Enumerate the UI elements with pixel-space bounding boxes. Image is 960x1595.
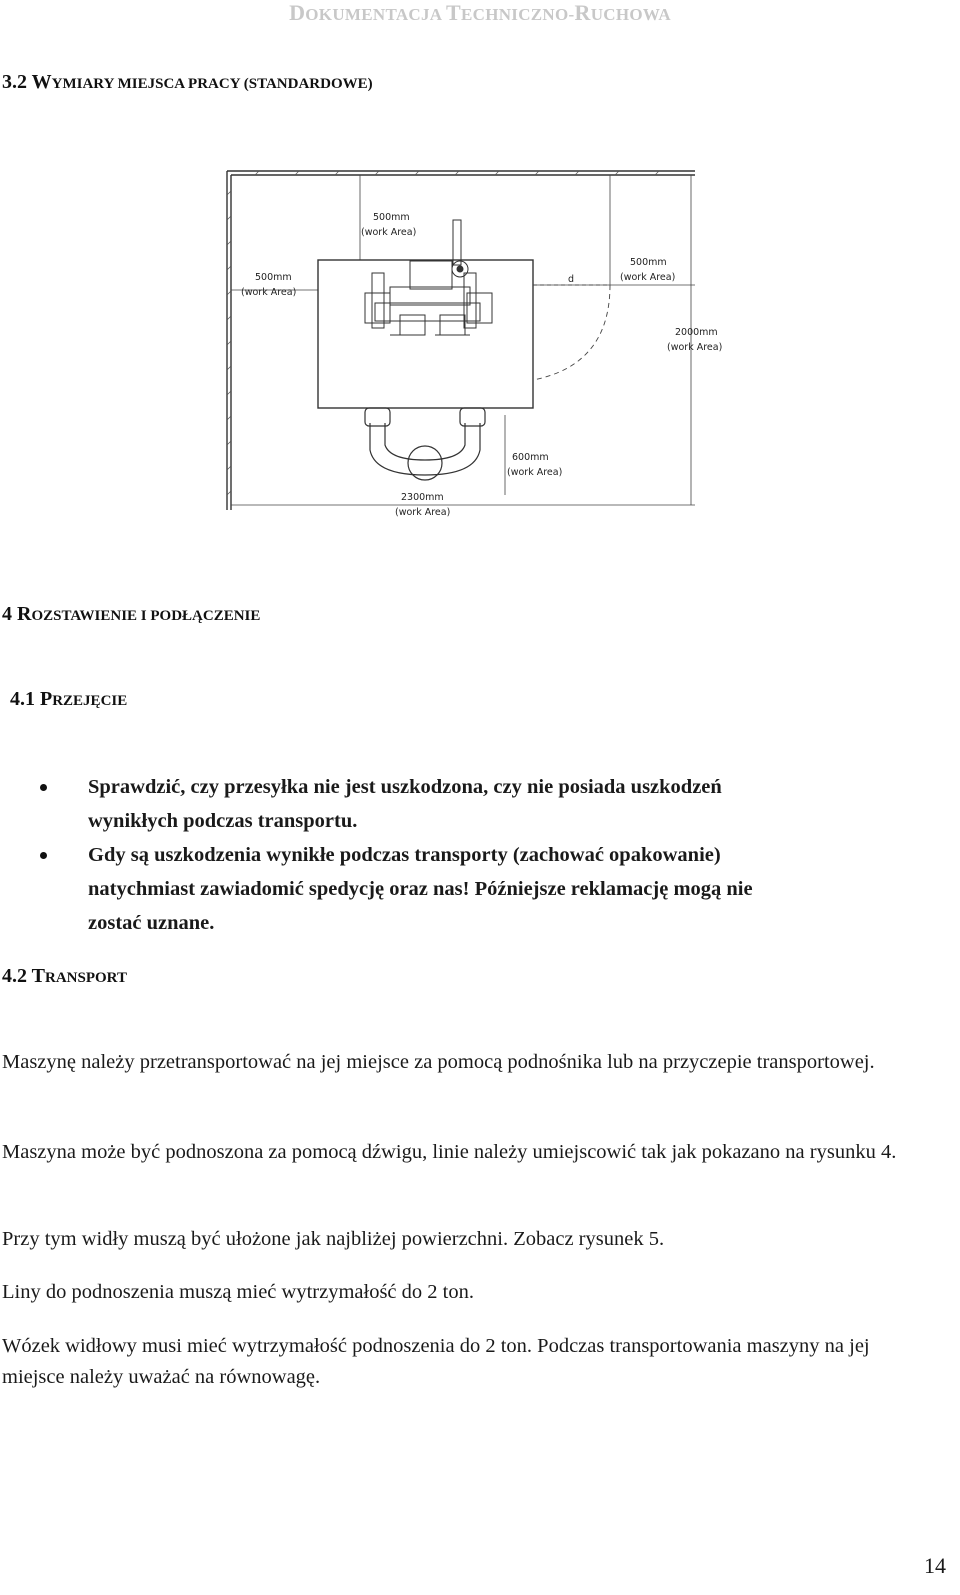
dimension-labels [241,212,722,518]
transport-paragraph-3: Przy tym widły muszą być ułożone jak najbliżej powierzchni. Zobacz rysunek 5. [2,1227,665,1250]
transport-paragraph-2: Maszyna może być podnoszona za pomocą dźwigu, linie należy umiejscowić tak jak pokazano na rysunku 4. [2,1140,897,1163]
height-dimension-note: (work Area) [667,342,723,353]
reception-checklist [0,770,940,940]
left-dimension-value: 500mm [255,272,292,283]
operator-figure [365,408,485,480]
transport-paragraph-4: Liny do podnoszenia muszą mieć wytrzymałość do 2 ton. [2,1280,474,1303]
door-swing [533,285,610,380]
front-dimension-value: 600mm [512,452,549,463]
transport-paragraph-1: Maszynę należy przetransportować na jej miejsce za pomocą podnośnika lub na przyczepie transportowej. [2,1050,875,1073]
document-header [0,0,960,26]
header-part-3: RUCHOWA [574,0,671,25]
list-item: Gdy są uszkodzenia wynikłe podczas transporty (zachować opakowanie) natychmiast zawiadomić spedycję oraz nas! Późniejsze reklamację mogą nie zostać uznane. [0,838,940,940]
section-heading-3-2: 3.2 WYMIARY MIEJSCA PRACY (STANDARDOWE) [2,71,373,93]
wall-hatching [227,171,659,495]
bullet-icon [40,784,47,791]
header-part-1: DOKUMENTACJA [289,0,446,25]
header-part-2: TECHNICZNO- [446,0,575,25]
section-heading-4: 4 ROZSTAWIENIE I PODŁĄCZENIE [2,603,261,625]
top-dimension-note: (work Area) [361,227,417,238]
transport-paragraph-5: Wózek widłowy musi mieć wytrzymałość podnoszenia do 2 ton. Podczas transportowania maszyny na jej miejsce należy uważać na równowagę. [2,1334,870,1388]
dimension-lines [231,175,695,505]
width-dimension-value: 2300mm [401,492,444,503]
height-dimension-value: 2000mm [675,327,718,338]
top-dimension-value: 500mm [373,212,410,223]
door-label: d [568,274,575,285]
bullet-icon [40,852,47,859]
left-dimension-note: (work Area) [241,287,297,298]
page-number: 14 [924,1553,946,1578]
list-item: Sprawdzić, czy przesyłka nie jest uszkodzona, czy nie posiada uszkodzeń wynikłych podczas transportu. [0,770,940,838]
front-dimension-note: (work Area) [507,467,563,478]
section-heading-4-2: 4.2 TRANSPORT [2,965,127,987]
section-heading-4-1: 4.1 PRZEJĘCIE [10,688,128,710]
right-dimension-note: (work Area) [620,272,676,283]
width-dimension-note: (work Area) [395,507,451,518]
right-dimension-value: 500mm [630,257,667,268]
workplace-dimensions-diagram [215,165,723,535]
